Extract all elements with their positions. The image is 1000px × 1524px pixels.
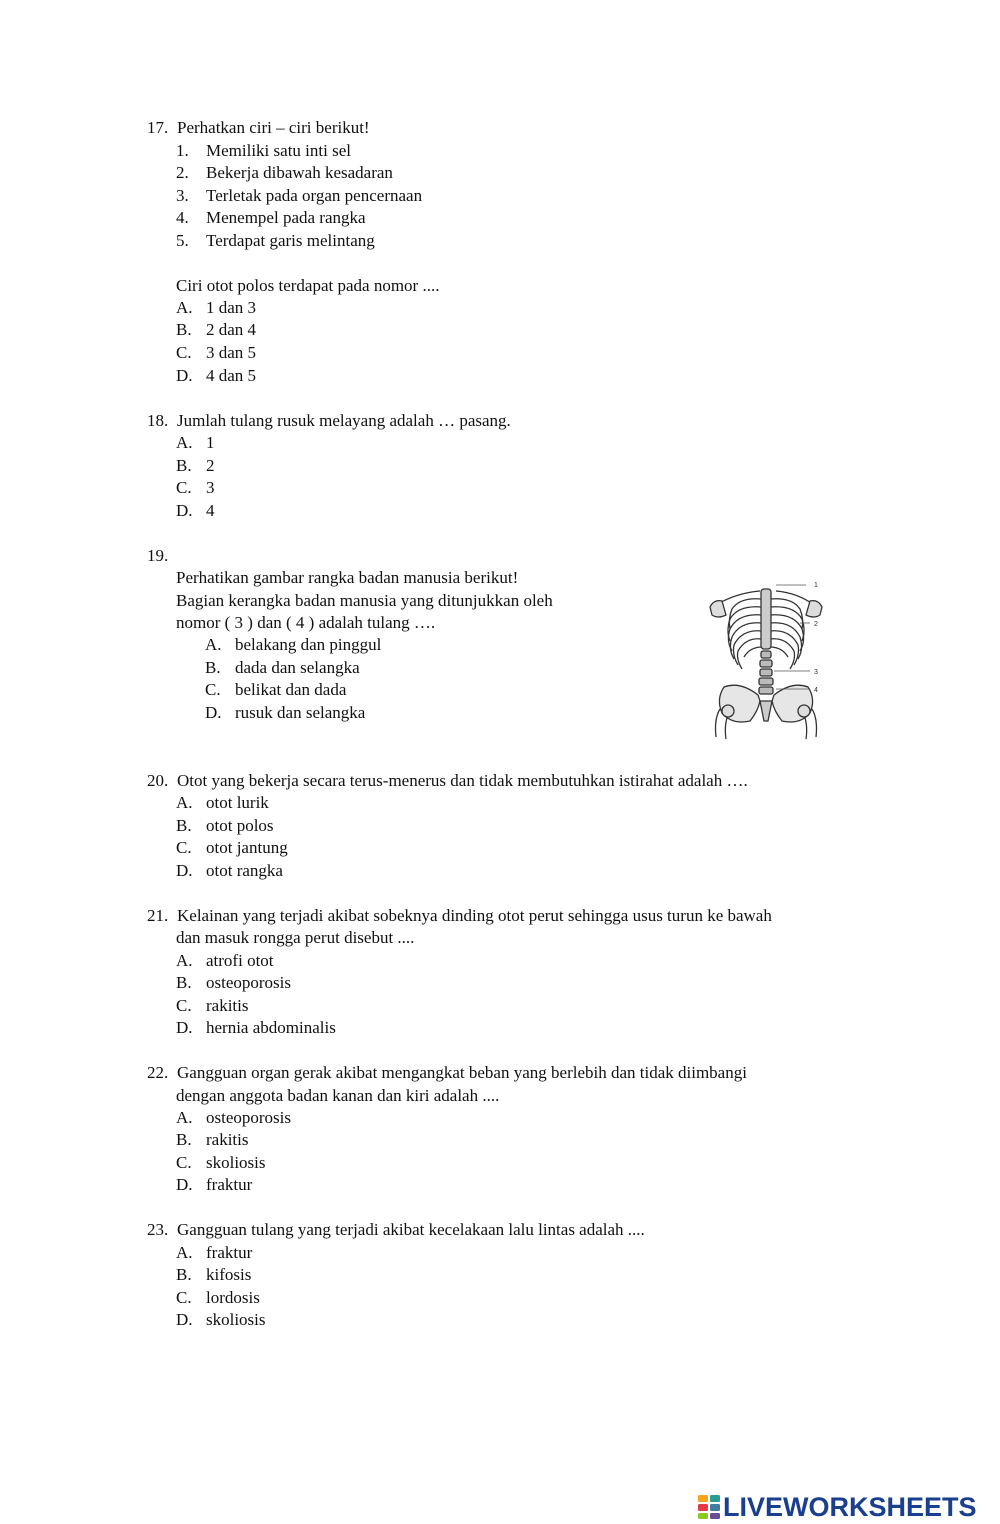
q21-stem-line-1: 21. Kelainan yang terjadi akibat sobeknya dinding otot perut sehingga usus turun ke bawah — [147, 906, 772, 925]
q17-option-a[interactable]: A. 1 dan 3 — [176, 298, 257, 317]
q20-option-c[interactable]: C. otot jantung — [176, 838, 288, 857]
q17-option-b[interactable]: B. 2 dan 4 — [176, 320, 257, 339]
q19-line-1: Perhatikan gambar rangka badan manusia berikut! — [176, 568, 519, 587]
q17-item-3: 3. Terletak pada organ pencernaan — [176, 186, 423, 205]
q19-option-b[interactable]: B. dada dan selangka — [205, 658, 360, 677]
q20-option-a[interactable]: A. otot lurik — [176, 793, 269, 812]
q17-item-2: 2. Bekerja dibawah kesadaran — [176, 163, 393, 182]
q23-option-b[interactable]: B. kifosis — [176, 1265, 252, 1284]
q18-option-a[interactable]: A. 1 — [176, 433, 215, 452]
q19-option-d[interactable]: D. rusuk dan selangka — [205, 703, 366, 722]
figure-label-3: 3 — [814, 669, 818, 676]
q22-option-d[interactable]: D. fraktur — [176, 1175, 253, 1194]
figure-label-2: 2 — [814, 621, 818, 628]
q21-stem-line-2: dan masuk rongga perut disebut .... — [176, 928, 415, 947]
q23-option-a[interactable]: A. fraktur — [176, 1243, 253, 1262]
q22-option-c[interactable]: C. skoliosis — [176, 1153, 266, 1172]
q21-option-c[interactable]: C. rakitis — [176, 996, 249, 1015]
q23-stem: 23. Gangguan tulang yang terjadi akibat kecelakaan lalu lintas adalah .... — [147, 1220, 645, 1239]
q19-option-c[interactable]: C. belikat dan dada — [205, 680, 347, 699]
q17-option-d[interactable]: D. 4 dan 5 — [176, 366, 257, 385]
q18-option-b[interactable]: B. 2 — [176, 456, 215, 475]
q17-item-1: 1. Memiliki satu inti sel — [176, 141, 351, 160]
q18-option-d[interactable]: D. 4 — [176, 501, 215, 520]
q20-option-b[interactable]: B. otot polos — [176, 816, 274, 835]
q20-stem: 20. Otot yang bekerja secara terus-menerus dan tidak membutuhkan istirahat adalah …. — [147, 771, 748, 790]
figure-label-4: 4 — [814, 687, 818, 694]
q17-option-c[interactable]: C. 3 dan 5 — [176, 343, 257, 362]
q19-line-3: nomor ( 3 ) dan ( 4 ) adalah tulang …. — [176, 613, 436, 632]
q22-option-a[interactable]: A. osteoporosis — [176, 1108, 291, 1127]
figure-label-1: 1 — [814, 582, 818, 589]
q19-option-a[interactable]: A. belakang dan pinggul — [205, 635, 382, 654]
q21-option-a[interactable]: A. atrofi otot — [176, 951, 274, 970]
q18-option-c[interactable]: C. 3 — [176, 478, 215, 497]
q22-option-b[interactable]: B. rakitis — [176, 1130, 249, 1149]
q22-stem-line-1: 22. Gangguan organ gerak akibat mengangkat beban yang berlebih dan tidak diimbangi — [147, 1063, 747, 1082]
liveworksheets-icon — [697, 1494, 721, 1520]
q21-option-b[interactable]: B. osteoporosis — [176, 973, 291, 992]
liveworksheets-logo — [697, 1492, 977, 1522]
q19-line-2: Bagian kerangka badan manusia yang ditunjukkan oleh — [176, 591, 553, 610]
q23-option-c[interactable]: C. lordosis — [176, 1288, 260, 1307]
q17-item-4: 4. Menempel pada rangka — [176, 208, 366, 227]
skeleton-torso-figure — [706, 575, 826, 743]
q17-prompt: Ciri otot polos terdapat pada nomor .... — [176, 276, 440, 295]
q17-stem: 17. Perhatkan ciri – ciri berikut! — [147, 118, 370, 137]
q20-option-d[interactable]: D. otot rangka — [176, 861, 283, 880]
q22-stem-line-2: dengan anggota badan kanan dan kiri adalah .... — [176, 1086, 500, 1105]
q18-stem: 18. Jumlah tulang rusuk melayang adalah … pasang. — [147, 411, 511, 430]
q19-number: 19. — [147, 546, 169, 565]
q21-option-d[interactable]: D. hernia abdominalis — [176, 1018, 336, 1037]
liveworksheets-wordmark: LIVEWORKSHEETS — [723, 1491, 977, 1522]
q17-item-5: 5. Terdapat garis melintang — [176, 231, 375, 250]
q23-option-d[interactable]: D. skoliosis — [176, 1310, 266, 1329]
